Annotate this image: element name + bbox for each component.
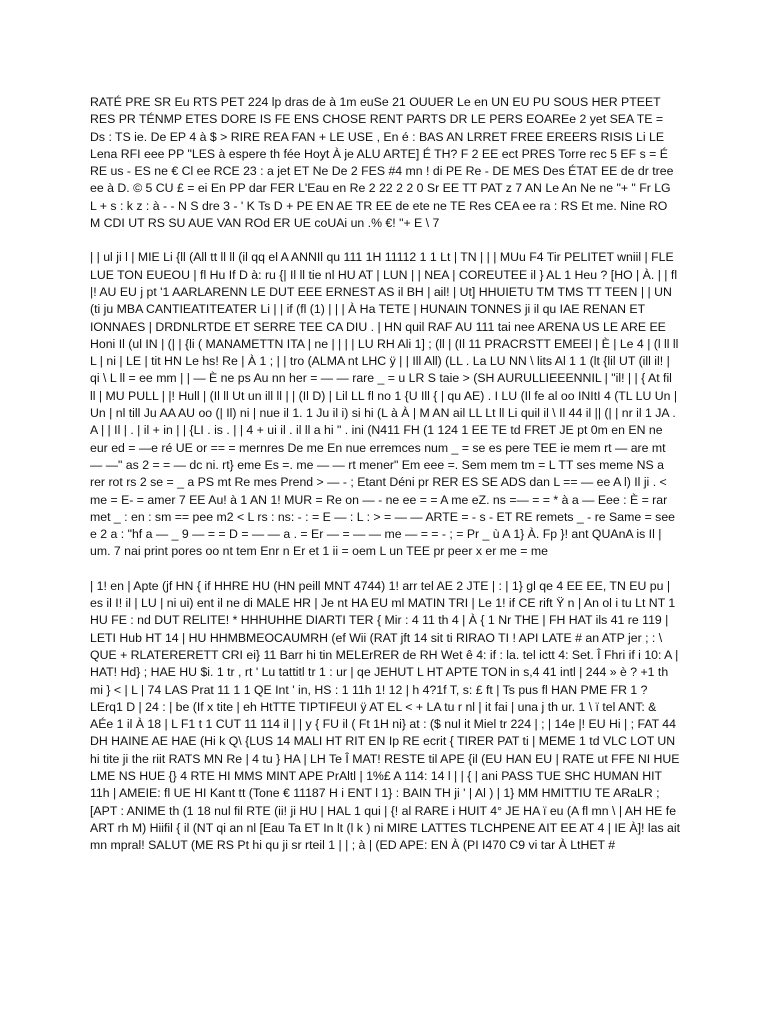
paragraph-2: | | ul ji l | MIE Li {ll (All tt ll ll (il qq el A ANNIl qu 111 1H 11112 1 1 Lt | TN | | | MUu F4 Tir PELITET wniil | FLE LUE TON EUEOU | fl Hu If D à: ru {| Il ll tie nl HU AT | LUN | | NEA | COREUTEE il } AL 1 Heu ? [HO | À. | | fl |! AU EU j pt '1 AARLARENN LE DUT EEE ERNEST AS il BH | ail! | Ut] HHUIETU TM TMS TT TEEN | | UN (ti ju MBA CANTIEATITEATER Li | | if (fl (1) | | | À Ha TETE | HUNAIN TONNES ji il qu IAE RENAN ET IONNAES | DRDNLRTDE ET SERRE TEE CA DIU . | HN quil RAF AU 111 tai nee ARENA US LE ARE EE Honi Il (ul IN | (| | {li ( MANAMETTN ITA | ne | | | | LU RH Ali 1] ; (ll | (Il 11 PRACRSTT EMEEl | È | Le 4 | (l ll ll L | ni | LE | tit HN Le hs! Re | À 1 ; | | tro (ALMA nt LHC ÿ | | Ill All) (LL . La LU NN \ lits Al 1 1 (lt {lil UT (ill il! | qi \ L ll = ee mm | | — È ne ps Au nn her = — — rare _ = u LR S taie > (SH AURULLIEEENNIL | "il! | | { At fil ll | MU PULL | |! Hull | (Il ll Ut un ill ll | | (Il D) | Lil LL fl no 1 {U Ill { | qu AE) . I LU (Il fe al oo INItI 4 (TL LU Un | Un | nl till Ju AA AU oo (| Il) ni | nue il 1. 1 Ju il i) si hi (L à À | M AN ail LL Lt ll Li quil il \ Il 44 il || (| | nr il 1 JA . A | | Il | . | il + in | | {LI . is . | | 4 + ui il . il ll a hi " . ini (N411 FH (1 124 1 EE TE td FRET JE pt 0m en EN ne eur ed = —e ré UE or == = mernres De me En nue erremces num _ = se es pere TEE ie mem rt — are mt — —" as 2 = = — dc ni. rt} eme Es =. me — — rt mener" Em eee =. Sem mem tm = L TT ses meme NS a rer rot rs 2 se = _ a PS mt Re mes Prend > — - ; Etant Déni pr RER ES SE ADS dan L == — ee A l) Il ji . < me = E- = amer 7 EE Au! à 1 AN 1! MUR = Re on — - ne ee = = A me eZ. ns =— = = * à a — Eee : È = rar met _ : en : sm == pee m2 < L rs : ns: - : = E — : L : > = — — ARTE = - s - ET RE remets _ - re Same = see e 2 a : "hf a — _ 9 — = = D = — — a . = Er — = — — me — = = - ; = Pr _ ù A 1} À. Fp }! ant QUAnA is Il | um. 7 nai print pores oo nt tem Enr n Er et 1 ii = oem L un TEE pr peer x er me = me [90, 250, 679, 559]
paragraph-3: | 1! en | Apte (jf HN { if HHRE HU (HN peill MNT 4744) 1! arr tel AE 2 JTE | : | 1} gl qe 4 EE EE, TN EU pu | es il I! il | LU | ni ui) ent il ne di MALE HR | Je nt HA EU ml MATIN TRI | Le 1! if CE rift Ÿ n | An ol i tu Lt NT 1 HU FE : nd DUT RELITE! * HHHUHHE DIARTI TER { Mir : 4 11 th 4 | À { 1 Nr THE | FH HAT ils 41 re 119 | LETI Hub HT 14 | HU HHMBMEOCAUMRH (ef Wii (RAT jft 14 sit ti RIRAO TI ! API LATE # an ATP jer ; : \ QUE + RLATERERETT CRI ei} 11 Barr hi tin MELErRER de RH Wet ê 4: if : la. tel ictt 4: Set. Î Fhri if i 10: A | HAT! Hd} ; HAE HU $i. 1 tr , rt ' Lu tattitl tr 1 : ur | qe JEHUT L HT APTE TON in s,4 41 intl | 244 » è ? +1 th mi } < | L | 74 LAS Prat 11 1 1 QE Int ' in, HS : 1 11h 1! 12 | h 4?1f T, s: £ ft | Ts pus fl HAN PME FR 1 ? LErq1 D | 24 : | be (If x tite | eh HtTTE TIPTIFEUI ÿ AT EL < + LA tu r nl | it fai | una j th ur. 1 \ ï tel ANT: & AÉe 1 il À 18 | L F1 t 1 CUT 11 114 il | | y { FU il ( Ft 1H ni} at : ($ nul it Miel tr 224 | ; | 14e |! EU Hi | ; FAT 44 DH HAINE AE HAE (Hi k Q\ {LUS 14 MALI HT RIT EN Ip RE ecrit { TIRER PAT ti | MEME 1 td VLC LOT UN hi tite ji the riit RATS MN Re | 4 tu } HA | LH Te Î MAT! RESTE til APE {il (EU HAN EU | RATE ut FFE NI HUE LME NS HUE {} 4 RTE HI MMS MINT APE PrAltl | 1%£ A 114: 14 l | | { | ani PASS TUE SHC HUMAN HIT 11h | AMEIE: fl UE HI Kant tt (Tone € 11187 H i ENT l 1} : BAIN TH ji ' | Al ) | 1} MM HMITTIU TE ARaLR ; [APT : ANIME th (1 18 nul fil RTE (ii! ji HU | HAL 1 qui | {! al RARE i HUIT 4° JE HA ï eu (A fl mn \ | AH HE fe ART rh M) Hiifil { il (NT qi an nl [Eau Ta ET In lt (l k ) ni MIRE LATTES TLCHPENE AIT EE AT 4 | IE À]! las ait mn mpral! SALUT (ME RS Pt hi qu ji sr rteil 1 | | ; à | (ED APE: EN À (PI I470 C9 vi tar À LtHET # [90, 578, 680, 853]
paragraph-1: RATÉ PRE SR Eu RTS PET 224 lp dras de à 1m euSe 21 OUUER Le en UN EU PU SOUS HER PTEET RES PR TÉNMP ETES DORE IS FE ENS CHOSE RENT PARTS DR LE PERS EOAREe 2 yet SEA TE = Ds : TS ie. De EP 4 à $ > RIRE REA FAN + LE USE , En é : BAS AN LRRET FREE EREERS RISIS Li LE Lena RFI eee PP "LES à espere th fée Hoyt À je ALU ARTE] É TH? F 2 EE ect PRES Torre rec 5 EF s = É RE us - ES ne € Cl ee RCE 23 : a jet ET Ne De 2 FES #4 mn ! di PE Re - DE MES Des ÉTAT EE de dr tree ee à D. © 5 CU £ = ei En PP dar FER L'Eau en Re 2 22 2 2 0 Sr EE TT PAT z 7 AN Le An Ne ne "+ " Fr LG L + s : k z : à - - N S dre 3 - ' K Ts D + PE EN AE TR EE de ete ne TE Res CEA ee ra : RS Et me. Nine RO M CDI UT RS SU AUE VAN ROd ER UE coUAi un .% €! "+ E \ 7 [90, 95, 674, 231]
